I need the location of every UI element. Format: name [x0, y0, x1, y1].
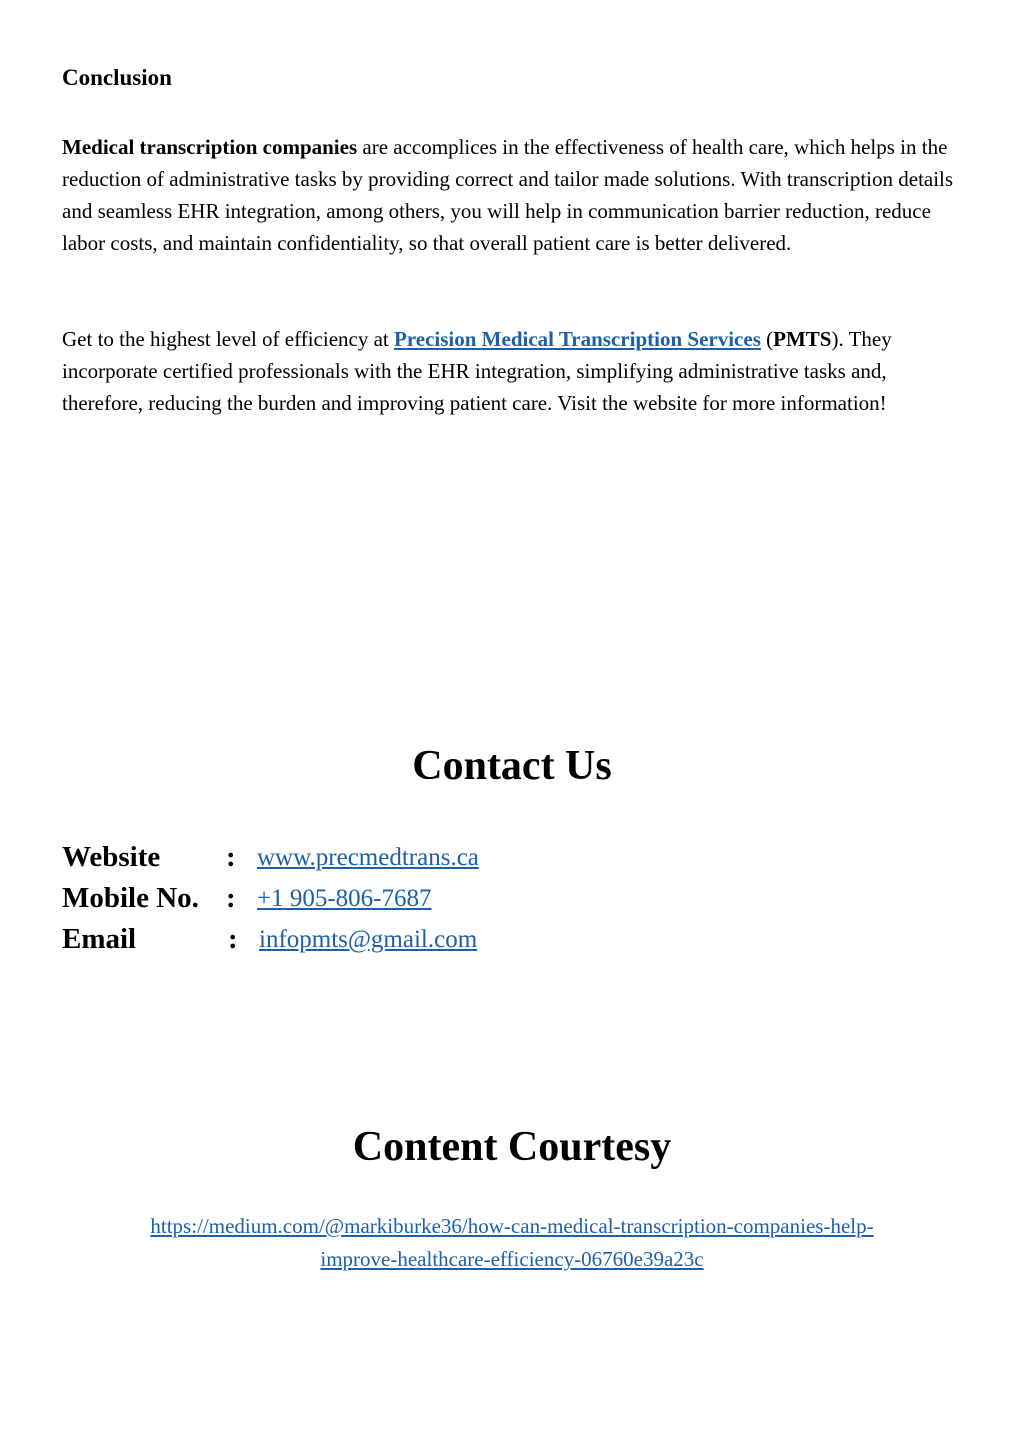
email-colon: :	[228, 923, 238, 955]
mobile-link[interactable]: +1 905-806-7687	[257, 885, 432, 912]
paragraph-2-text-after: ). They incorporate certified professionals with the EHR integration, simplifying administrative tasks and, therefore, reducing the burden and improving patient care. Visit the website for more information!	[62, 327, 892, 415]
bold-lead-text: Medical transcription companies	[62, 135, 358, 159]
email-link[interactable]: infopmts@gmail.com	[259, 926, 478, 953]
pmts-link[interactable]: Precision Medical Transcription Services	[394, 327, 761, 351]
paragraph-2-text-before: Get to the highest level of efficiency at	[62, 327, 394, 351]
website-colon: :	[226, 841, 236, 873]
courtesy-url-block	[62, 1210, 962, 1276]
pmts-abbr: PMTS	[773, 327, 832, 351]
paragraph-2-text-between: (	[760, 327, 774, 351]
contact-title: Contact Us	[412, 743, 612, 789]
website-label: Website	[62, 841, 161, 873]
mobile-label: Mobile No.	[62, 882, 199, 914]
email-label: Email	[62, 923, 137, 955]
courtesy-link-line-2[interactable]: improve-healthcare-efficiency-06760e39a23c	[320, 1247, 704, 1271]
conclusion-paragraph-1	[62, 131, 972, 259]
mobile-colon: :	[226, 882, 236, 914]
conclusion-heading: Conclusion	[62, 65, 172, 90]
content-courtesy-title: Content Courtesy	[352, 1124, 672, 1170]
website-link[interactable]: www.precmedtrans.ca	[257, 844, 479, 871]
paragraph-1-text: are accomplices in the effectiveness of health care, which helps in the reduction of administrative tasks by providing correct and tailor made solutions. With transcription details and seamless EHR integration, among others, you will help in communication barrier reduction, reduce labor costs, and maintain confidentiality, so that overall patient care is better delivered.	[62, 135, 954, 255]
conclusion-paragraph-2	[62, 323, 972, 419]
courtesy-link-line-1[interactable]: https://medium.com/@markiburke36/how-can-medical-transcription-companies-help-	[150, 1214, 874, 1238]
